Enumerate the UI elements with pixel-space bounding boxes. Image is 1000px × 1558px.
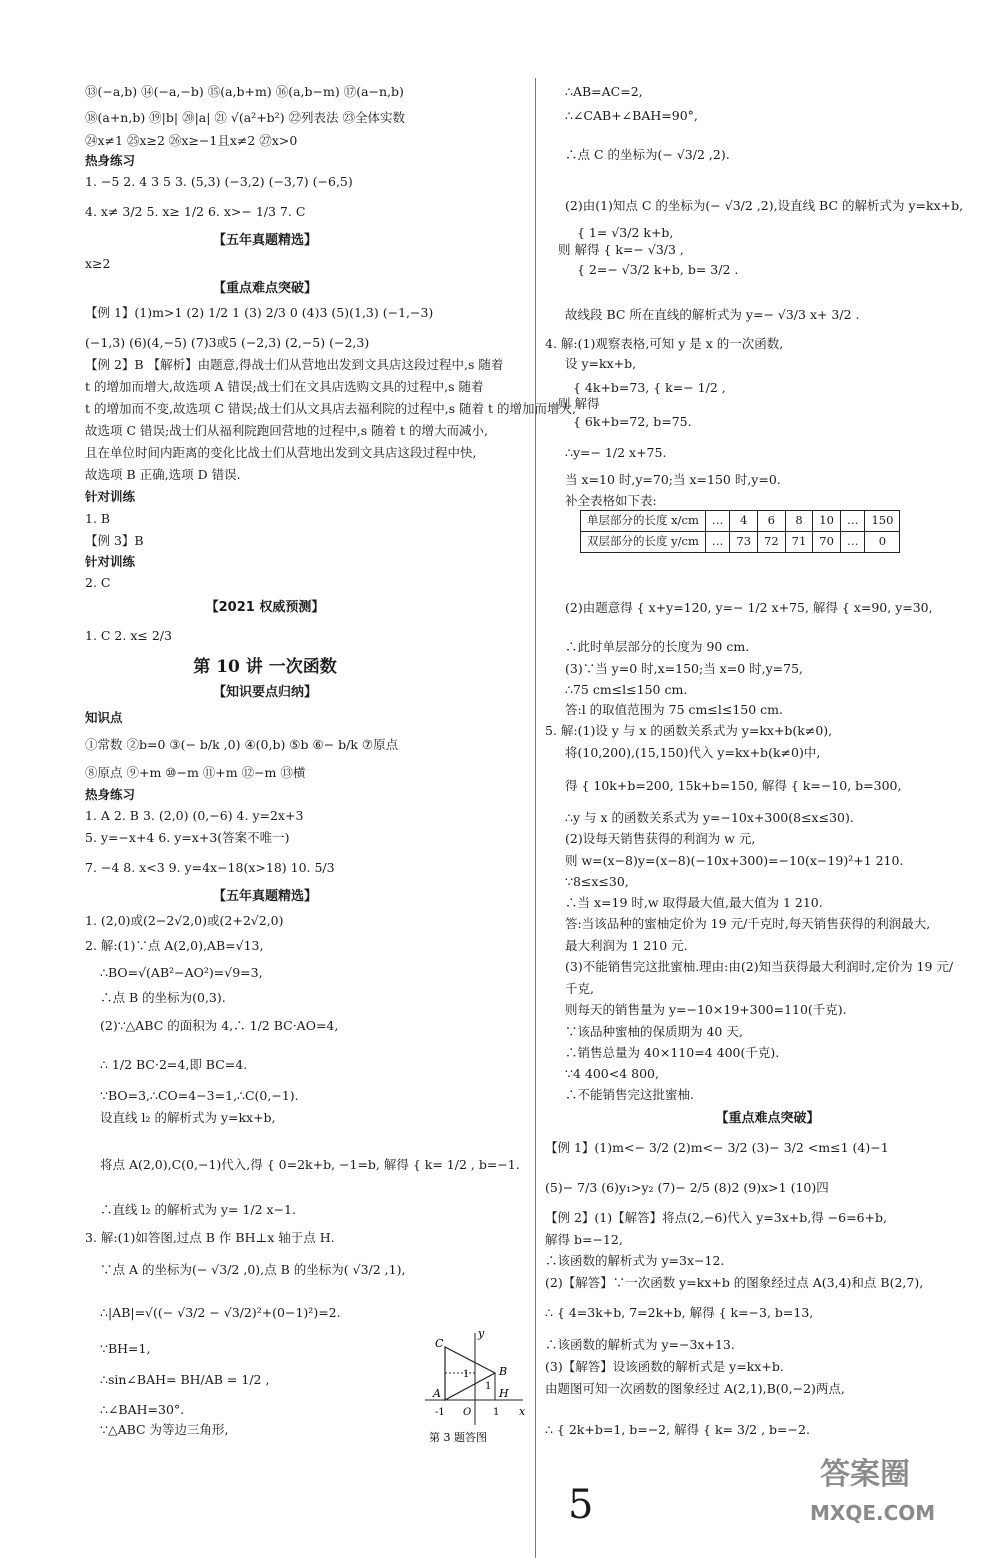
- figure-caption: 第 3 题答图: [429, 1431, 487, 1444]
- left-text-line: 【2021 权威预测】: [205, 600, 325, 615]
- left-text-line: t 的增加而不变,故选项 C 错误;战士们从文具店去福利院的过程中,s 随着 t 的增加而增大,: [85, 401, 576, 416]
- right-text-line: ∴∠CAB+∠BAH=90°,: [565, 108, 698, 123]
- right-text-line: 【重点难点突破】: [715, 1111, 820, 1126]
- right-text-line: 4. 解:(1)观察表格,可知 y 是 x 的一次函数,: [545, 336, 784, 351]
- right-text-line: (3)【解答】设该函数的解析式是 y=kx+b.: [545, 1359, 784, 1374]
- left-text-line: ⑱(a+n,b) ⑲|b| ⑳|a| ㉑ √(a²+b²) ㉒列表法 ㉓全体实数: [85, 110, 406, 125]
- label-a: A: [433, 1387, 441, 1400]
- right-text-line: (2)由(1)知点 C 的坐标为(− √3/2 ,2),设直线 BC 的解析式为 y=kx+b,: [565, 198, 964, 213]
- table-cell: 0: [865, 532, 900, 553]
- label-origin: O: [463, 1407, 472, 1418]
- label-c: C: [435, 1337, 444, 1350]
- left-text-line: ∵BH=1,: [100, 1341, 151, 1356]
- watermark-logo: 答案圈: [820, 1457, 910, 1492]
- left-text-line: ⑬(−a,b) ⑭(−a,−b) ⑮(a,b+m) ⑯(a,b−m) ⑰(a−n,b): [85, 84, 404, 99]
- right-text-line: 设 y=kx+b,: [565, 356, 637, 371]
- left-text-line: ㉔x≠1 ㉕x≥2 ㉖x≥−1且x≠2 ㉗x>0: [85, 133, 298, 148]
- right-text-line: ∴此时单层部分的长度为 90 cm.: [565, 639, 750, 654]
- right-text-line: 补全表格如下表:: [565, 493, 657, 508]
- left-text-line: ∴点 B 的坐标为(0,3).: [100, 990, 226, 1005]
- table-cell: …: [840, 532, 865, 553]
- right-text-line: 答:l 的取值范围为 75 cm≤l≤150 cm.: [565, 702, 783, 717]
- right-text-line: 则 w=(x−8)y=(x−8)(−10x+300)=−10(x−19)²+1 210.: [565, 853, 904, 868]
- left-text-line: 针对训练: [85, 489, 136, 504]
- right-text-line: { 2=− √3/2 k+b, b= 3/2 .: [577, 262, 739, 277]
- left-text-line: 设直线 l₂ 的解析式为 y=kx+b,: [100, 1110, 276, 1125]
- left-text-line: 【五年真题精选】: [212, 233, 317, 248]
- left-text-line: 【知识要点归纳】: [212, 685, 317, 700]
- left-text-line: 故选项 B 正确,选项 D 错误.: [85, 467, 241, 482]
- right-text-line: 【例 2】(1)【解答】将点(2,−6)代入 y=3x+b,得 −6=6+b,: [545, 1210, 887, 1225]
- left-text-line: ∵点 A 的坐标为(− √3/2 ,0),点 B 的坐标为( √3/2 ,1),: [100, 1262, 406, 1277]
- right-text-line: ∴AB=AC=2,: [565, 84, 643, 99]
- left-text-line: 【例 2】B 【解析】由题意,得战士们从营地出发到文具店这段过程中,s 随着: [85, 357, 504, 372]
- left-text-line: ∴BO=√(AB²−AO²)=√9=3,: [100, 965, 263, 980]
- table-cell: 150: [865, 511, 900, 532]
- right-text-line: 得 { 10k+b=200, 15k+b=150, 解得 { k=−10, b=300,: [565, 778, 902, 793]
- right-text-line: 将(10,200),(15,150)代入 y=kx+b(k≠0)中,: [565, 745, 821, 760]
- left-text-line: t 的增加而增大,故选项 A 错误;战士们在文具店选购文具的过程中,s 随着: [85, 379, 484, 394]
- label-one-right: 1: [493, 1407, 500, 1418]
- watermark-url: MXQE.COM: [810, 1501, 936, 1525]
- left-text-line: 【例 3】B: [85, 533, 144, 548]
- left-text-line: 且在单位时间内距离的变化比战士们从营地出发到文具店这段过程中快,: [85, 445, 477, 460]
- right-text-line: { 6k+b=72, b=75.: [573, 414, 692, 429]
- right-text-line: ∴该函数的解析式为 y=3x−12.: [545, 1253, 725, 1268]
- left-text-line: 热身练习: [85, 787, 136, 802]
- left-text-line: 1. B: [85, 511, 111, 526]
- table-row-label: 单层部分的长度 x/cm: [581, 511, 706, 532]
- right-text-line: (5)− 7/3 (6)y₁>y₂ (7)− 2/5 (8)2 (9)x>1 (10)四: [545, 1180, 829, 1195]
- right-text-line: 则 解得: [558, 396, 600, 411]
- right-text-line: { 1= √3/2 k+b,: [577, 225, 674, 240]
- left-text-line: 5. y=−x+4 6. y=x+3(答案不唯一): [85, 830, 290, 845]
- left-text-line: 1. A 2. B 3. (2,0) (0,−6) 4. y=2x+3: [85, 808, 304, 823]
- right-text-line: ∴该函数的解析式为 y=−3x+13.: [545, 1337, 735, 1352]
- right-text-line: (2)【解答】∵一次函数 y=kx+b 的图象经过点 A(3,4)和点 B(2,7),: [545, 1275, 924, 1290]
- left-text-line: (2)∵△ABC 的面积为 4,∴ 1/2 BC·AO=4,: [100, 1018, 339, 1033]
- left-text-line: 【五年真题精选】: [212, 889, 317, 904]
- left-text-line: ∴ 1/2 BC·2=4,即 BC=4.: [100, 1057, 248, 1072]
- left-text-line: 【例 1】(1)m>1 (2) 1/2 1 (3) 2/3 0 (4)3 (5)(1,3) (−1,−3): [85, 305, 434, 320]
- label-b: B: [499, 1365, 508, 1378]
- left-text-line: 知识点: [85, 710, 123, 725]
- left-text-line: 7. −4 8. x<3 9. y=4x−18(x>18) 10. 5/3: [85, 860, 335, 875]
- left-text-line: 2. C: [85, 575, 111, 590]
- table-row-label: 双层部分的长度 y/cm: [581, 532, 706, 553]
- label-h: H: [499, 1387, 509, 1400]
- left-text-line: 第 10 讲 一次函数: [193, 657, 337, 677]
- label-one-vertical: 1: [485, 1381, 492, 1392]
- left-text-line: ⑧原点 ⑨+m ⑩−m ⑪+m ⑫−m ⑬横: [85, 765, 306, 780]
- table-cell: 73: [730, 532, 758, 553]
- right-text-line: ∴75 cm≤l≤150 cm.: [565, 682, 688, 697]
- label-y: y: [478, 1327, 485, 1340]
- table-cell: …: [840, 511, 865, 532]
- left-text-line: ∴sin∠BAH= BH/AB = 1/2 ,: [100, 1372, 270, 1387]
- left-text-line: ∴|AB|=√((− √3/2 − √3/2)²+(0−1)²)=2.: [100, 1305, 341, 1320]
- right-text-line: 答:当该品种的蜜柚定价为 19 元/千克时,每天销售获得的利润最大,: [565, 916, 931, 931]
- right-text-line: { 4k+b=73, { k=− 1/2 ,: [573, 380, 726, 395]
- left-text-line: 1. −5 2. 4 3 5 3. (5,3) (−3,2) (−3,7) (−6,5): [85, 174, 353, 189]
- left-text-line: 针对训练: [85, 554, 136, 569]
- right-text-line: 【例 1】(1)m<− 3/2 (2)m<− 3/2 (3)− 3/2 <m≤1 (4)−1: [545, 1140, 889, 1155]
- right-text-line: 则每天的销售量为 y=−10×19+300=110(千克).: [565, 1002, 847, 1017]
- completed-table: [580, 510, 900, 553]
- table-cell: 72: [758, 532, 786, 553]
- right-text-line: ∴点 C 的坐标为(− √3/2 ,2).: [565, 147, 730, 162]
- table-cell: …: [705, 511, 730, 532]
- right-text-line: ∴不能销售完这批蜜柚.: [565, 1087, 694, 1102]
- left-text-line: ∵△ABC 为等边三角形,: [100, 1422, 229, 1437]
- table-cell: 70: [813, 532, 841, 553]
- left-text-line: 1. C 2. x≤ 2/3: [85, 628, 172, 643]
- left-text-line: ∵BO=3,∴CO=4−3=1,∴C(0,−1).: [100, 1088, 299, 1103]
- right-text-line: ∴y 与 x 的函数关系式为 y=−10x+300(8≤x≤30).: [565, 810, 854, 825]
- right-text-line: ∴ { 4=3k+b, 7=2k+b, 解得 { k=−3, b=13,: [545, 1305, 814, 1320]
- label-minus-one: -1: [435, 1407, 445, 1418]
- table-cell: 8: [785, 511, 813, 532]
- table-cell: 4: [730, 511, 758, 532]
- right-text-line: 由题图可知一次函数的图象经过 A(2,1),B(0,−2)两点,: [545, 1381, 845, 1396]
- right-text-line: ∵4 400<4 800,: [565, 1066, 659, 1081]
- table-row: [581, 511, 900, 532]
- table-cell: 10: [813, 511, 841, 532]
- right-text-line: 则 解得 { k=− √3/3 ,: [558, 242, 684, 257]
- right-text-line: ∵8≤x≤30,: [565, 874, 629, 889]
- right-text-line: 故线段 BC 所在直线的解析式为 y=− √3/3 x+ 3/2 .: [565, 307, 860, 322]
- right-text-line: ∴ { 2k+b=1, b=−2, 解得 { k= 3/2 , b=−2.: [545, 1422, 810, 1437]
- right-text-line: 当 x=10 时,y=70;当 x=150 时,y=0.: [565, 472, 781, 487]
- left-text-line: ∴∠BAH=30°.: [100, 1402, 185, 1417]
- table-cell: 6: [758, 511, 786, 532]
- right-text-line: ∴销售总量为 40×110=4 400(千克).: [565, 1045, 780, 1060]
- figure-3-answer-diagram: [405, 1325, 535, 1450]
- left-text-line: 3. 解:(1)如答图,过点 B 作 BH⊥x 轴于点 H.: [85, 1230, 335, 1245]
- left-text-line: 故选项 C 错误;战士们从福利院跑回营地的过程中,s 随着 t 的增大而减小,: [85, 423, 489, 438]
- table-row: [581, 532, 900, 553]
- left-text-line: (−1,3) (6)(4,−5) (7)3或5 (−2,3) (2,−5) (−2,3): [85, 335, 370, 350]
- left-text-line: 1. (2,0)或(2−2√2,0)或(2+2√2,0): [85, 913, 284, 928]
- right-text-line: (2)由题意得 { x+y=120, y=− 1/2 x+75, 解得 { x=90, y=30,: [565, 600, 933, 615]
- label-x: x: [519, 1405, 526, 1418]
- right-text-line: 5. 解:(1)设 y 与 x 的函数关系式为 y=kx+b(k≠0),: [545, 723, 833, 738]
- right-text-line: (3)不能销售完这批蜜柚.理由:由(2)知当获得最大利润时,定价为 19 元/: [565, 959, 954, 974]
- right-text-line: (3)∵当 y=0 时,x=150;当 x=0 时,y=75,: [565, 661, 804, 676]
- right-text-line: ∵该品种蜜柚的保质期为 40 天,: [565, 1024, 743, 1039]
- table-cell: 71: [785, 532, 813, 553]
- left-text-line: ∴直线 l₂ 的解析式为 y= 1/2 x−1.: [100, 1202, 296, 1217]
- left-text-line: ①常数 ②b=0 ③(− b/k ,0) ④(0,b) ⑤b ⑥− b/k ⑦原点: [85, 737, 399, 752]
- right-text-line: 解得 b=−12,: [545, 1232, 623, 1247]
- right-text-line: ∴当 x=19 时,w 取得最大值,最大值为 1 210.: [565, 895, 823, 910]
- left-text-line: 热身练习: [85, 153, 136, 168]
- right-text-line: 千克,: [565, 981, 594, 996]
- left-text-line: 【重点难点突破】: [212, 281, 317, 296]
- left-text-line: 将点 A(2,0),C(0,−1)代入,得 { 0=2k+b, −1=b, 解得 { k= 1/2 , b=−1.: [100, 1157, 520, 1172]
- left-text-line: x≥2: [85, 256, 111, 271]
- right-text-line: ∴y=− 1/2 x+75.: [565, 445, 667, 460]
- right-text-line: (2)设每天销售获得的利润为 w 元,: [565, 831, 756, 846]
- table-cell: …: [705, 532, 730, 553]
- right-text-line: 最大利润为 1 210 元.: [565, 938, 688, 953]
- label-one-left: 1: [463, 1369, 470, 1380]
- page-number: 5: [568, 1482, 594, 1528]
- left-text-line: 2. 解:(1)∵点 A(2,0),AB=√13,: [85, 938, 264, 953]
- left-text-line: 4. x≠ 3/2 5. x≥ 1/2 6. x>− 1/3 7. C: [85, 204, 306, 219]
